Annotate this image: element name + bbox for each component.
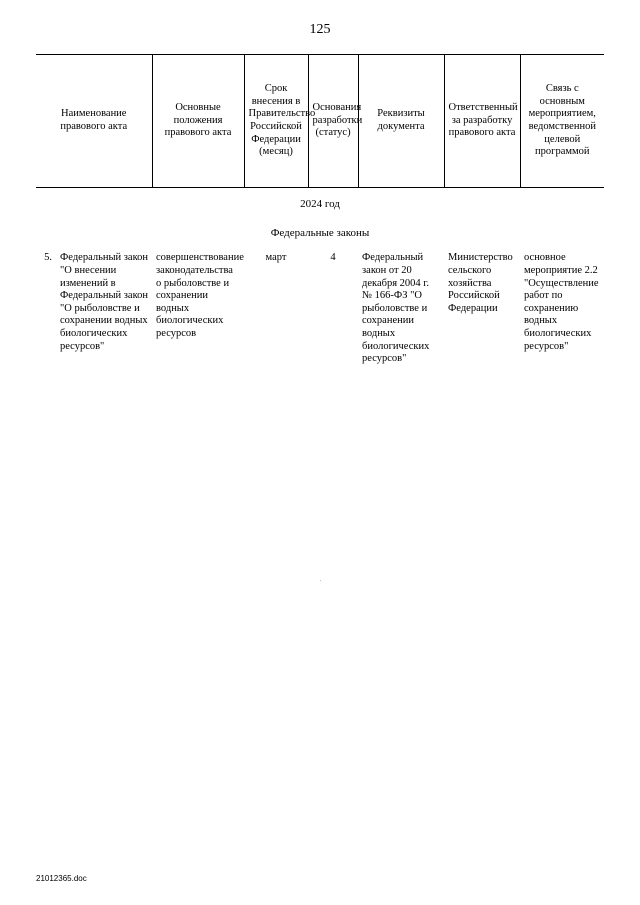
year-heading-row bbox=[36, 188, 604, 218]
row-basis: 4 bbox=[330, 252, 336, 264]
scan-dot bbox=[320, 580, 321, 581]
footer-document-id: 21012365.doc bbox=[36, 874, 87, 883]
page-number: 125 bbox=[309, 22, 331, 37]
header-provisions: Основные положения правового акта bbox=[152, 55, 244, 188]
header-deadline: Срок внесения в Правительство Российской Федерации (месяц) bbox=[244, 55, 308, 188]
row-responsible: Министерство сельского хозяйства Российской Федерации bbox=[448, 252, 513, 314]
table-header-row bbox=[36, 55, 604, 188]
header-name: Наименование правового акта bbox=[36, 55, 152, 188]
header-basis: Основания разработки (статус) bbox=[308, 55, 358, 188]
section-heading: Федеральные законы bbox=[270, 227, 370, 240]
header-details: Реквизиты документа bbox=[358, 55, 444, 188]
header-responsible: Ответственный за разработку правового акта bbox=[444, 55, 520, 188]
row-provisions: совершенствование законодательства о рыболовстве и сохранении водных биологических ресурсов bbox=[156, 252, 244, 339]
row-number: 5. bbox=[44, 252, 52, 264]
row-link: основное мероприятие 2.2 "Осуществление работ по сохранению водных биологических ресурсов" bbox=[524, 252, 599, 352]
section-heading-row bbox=[36, 217, 604, 246]
row-details: Федеральный закон от 20 декабря 2004 г. № 166-ФЗ "О рыболовстве и сохранении водных биологических ресурсов" bbox=[362, 252, 430, 365]
table-row bbox=[36, 246, 604, 371]
year-heading: 2024 год bbox=[300, 198, 340, 210]
legal-acts-table bbox=[36, 54, 604, 372]
row-deadline: март bbox=[265, 252, 287, 264]
header-link: Связь с основным мероприятием, ведомственной целевой программой bbox=[520, 55, 604, 188]
row-name: Федеральный закон "О внесении изменений в Федеральный закон "О рыболовстве и сохранении водных биологических ресурсов" bbox=[60, 252, 149, 352]
